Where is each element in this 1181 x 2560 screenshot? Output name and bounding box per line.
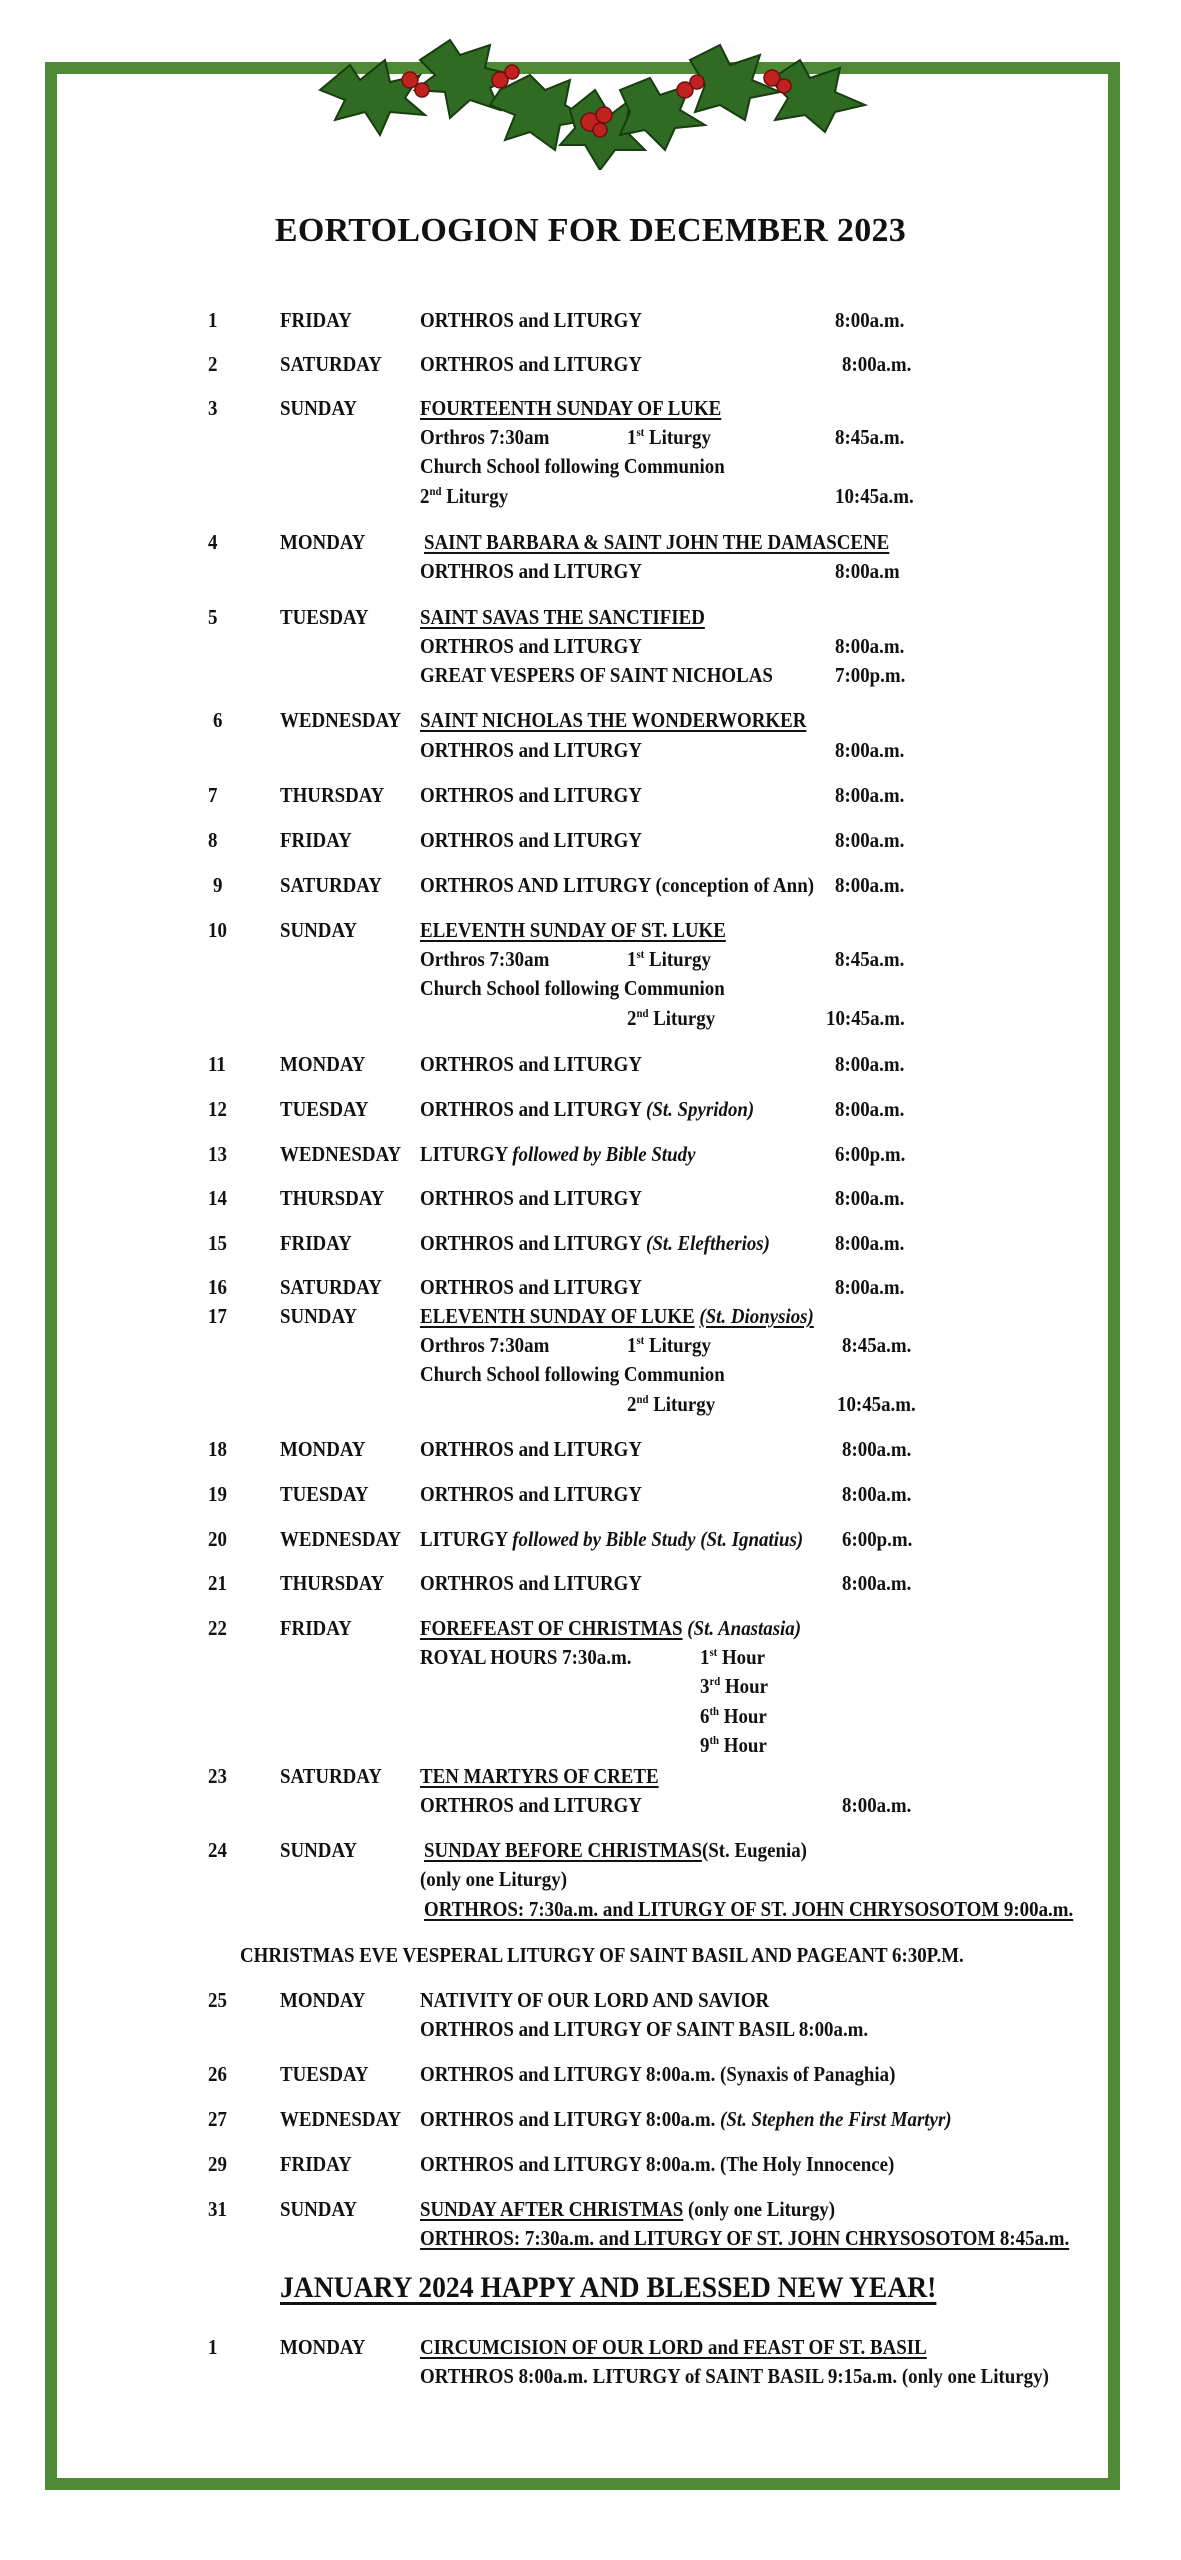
weekday: SUNDAY bbox=[280, 2197, 358, 2221]
service-time: 8:45a.m. bbox=[842, 1333, 912, 1357]
service-time: 8:00a.m. bbox=[835, 873, 905, 897]
saint-name: (St. Anastasia) bbox=[687, 1616, 802, 1640]
feast-title: FOREFEAST OF CHRISTMAS bbox=[420, 1616, 683, 1640]
holly-garland-icon bbox=[300, 20, 890, 170]
service: ORTHROS and LITURGY 8:00a.m. (Synaxis of Panaghia) bbox=[420, 2062, 896, 2086]
day-number: 25 bbox=[208, 1988, 227, 2012]
weekday: SUNDAY bbox=[280, 1838, 358, 1862]
weekday: TUESDAY bbox=[280, 1482, 369, 1506]
saint-name: (St. Eleftherios) bbox=[646, 1231, 770, 1255]
service: ORTHROS and LITURGY bbox=[420, 783, 643, 807]
hour-item: 3rd Hour bbox=[700, 1674, 769, 1698]
service-time: 6:00p.m. bbox=[842, 1527, 913, 1551]
day-number: 29 bbox=[208, 2152, 227, 2176]
weekday: FRIDAY bbox=[280, 2152, 352, 2176]
weekday: FRIDAY bbox=[280, 1616, 352, 1640]
service: ORTHROS and LITURGY bbox=[420, 1571, 643, 1595]
feast-title: ELEVENTH SUNDAY OF ST. LUKE bbox=[420, 918, 726, 942]
weekday: THURSDAY bbox=[280, 1571, 385, 1595]
service: ORTHROS and LITURGY OF SAINT BASIL 8:00a.m. bbox=[420, 2017, 869, 2041]
feast-title: SAINT NICHOLAS THE WONDERWORKER bbox=[420, 708, 807, 732]
service-time: 8:45a.m. bbox=[835, 947, 905, 971]
second-liturgy: 2nd Liturgy bbox=[420, 484, 509, 508]
weekday: MONDAY bbox=[280, 2335, 366, 2359]
royal-hours: ROYAL HOURS 7:30a.m. bbox=[420, 1645, 632, 1669]
service: ORTHROS and LITURGY bbox=[420, 828, 643, 852]
service-time: 8:00a.m. bbox=[842, 1571, 912, 1595]
service-time: 10:45a.m. bbox=[835, 484, 914, 508]
orthros-time: Orthros 7:30am bbox=[420, 947, 550, 971]
first-liturgy: 1st Liturgy bbox=[627, 1333, 711, 1357]
service: ORTHROS and LITURGY bbox=[420, 559, 643, 583]
day-number: 24 bbox=[208, 1838, 227, 1862]
day-number: 31 bbox=[208, 2197, 227, 2221]
weekday: THURSDAY bbox=[280, 1186, 385, 1210]
service: ORTHROS and LITURGY bbox=[420, 1793, 643, 1817]
service: ORTHROS and LITURGY (St. Spyridon) bbox=[420, 1097, 755, 1121]
service: ORTHROS and LITURGY bbox=[420, 352, 643, 376]
service-time: 6:00p.m. bbox=[835, 1142, 906, 1166]
day-number: 18 bbox=[208, 1437, 227, 1461]
feast-title: CIRCUMCISION OF OUR LORD and FEAST OF ST. BASIL bbox=[420, 2335, 927, 2359]
service-time: 8:00a.m. bbox=[835, 634, 905, 658]
day-number: 14 bbox=[208, 1186, 227, 1210]
feast-line bbox=[420, 2197, 835, 2221]
service: ORTHROS and LITURGY bbox=[420, 1437, 643, 1461]
day-number: 12 bbox=[208, 1097, 227, 1121]
weekday: FRIDAY bbox=[280, 308, 352, 332]
liturgy-note: (only one Liturgy) bbox=[687, 2197, 835, 2221]
january-heading: JANUARY 2024 HAPPY AND BLESSED NEW YEAR! bbox=[280, 2271, 937, 2304]
service-time: 7:00p.m. bbox=[835, 663, 906, 687]
service: ORTHROS and LITURGY bbox=[420, 1275, 643, 1299]
day-number: 8 bbox=[208, 828, 218, 852]
day-number: 3 bbox=[208, 396, 218, 420]
day-number: 11 bbox=[208, 1052, 226, 1076]
service-time: 8:00a.m. bbox=[835, 1052, 905, 1076]
day-number: 13 bbox=[208, 1142, 227, 1166]
church-school-note: Church School following Communion bbox=[420, 454, 725, 478]
day-number: 1 bbox=[208, 308, 218, 332]
weekday: SUNDAY bbox=[280, 1304, 358, 1328]
day-number: 5 bbox=[208, 605, 218, 629]
service-time: 8:00a.m. bbox=[835, 738, 905, 762]
day-number: 27 bbox=[208, 2107, 227, 2131]
liturgy-schedule: ORTHROS 8:00a.m. LITURGY of SAINT BASIL 9:15a.m. (only one Liturgy) bbox=[420, 2364, 1049, 2388]
day-number: 26 bbox=[208, 2062, 227, 2086]
service: ORTHROS AND LITURGY (conception of Ann) bbox=[420, 873, 815, 897]
service-time: 8:00a.m. bbox=[842, 1482, 912, 1506]
weekday: SATURDAY bbox=[280, 352, 382, 376]
service: ORTHROS and LITURGY bbox=[420, 1482, 643, 1506]
service: ORTHROS and LITURGY bbox=[420, 738, 643, 762]
service: ORTHROS and LITURGY bbox=[420, 1186, 643, 1210]
service-time: 10:45a.m. bbox=[837, 1392, 916, 1416]
weekday: FRIDAY bbox=[280, 828, 352, 852]
service-time: 8:00a.m. bbox=[835, 1097, 905, 1121]
weekday: WEDNESDAY bbox=[280, 1527, 402, 1551]
day-number: 7 bbox=[208, 783, 218, 807]
second-liturgy: 2nd Liturgy bbox=[627, 1006, 716, 1030]
service: ORTHROS and LITURGY (St. Eleftherios) bbox=[420, 1231, 770, 1255]
service-time: 8:00a.m. bbox=[835, 308, 905, 332]
service-time: 8:00a.m. bbox=[835, 783, 905, 807]
service-time: 8:00a.m. bbox=[842, 352, 912, 376]
service: LITURGY followed by Bible Study bbox=[420, 1142, 696, 1166]
weekday: SATURDAY bbox=[280, 873, 382, 897]
service: ORTHROS and LITURGY bbox=[420, 1052, 643, 1076]
service-time: 8:00a.m. bbox=[835, 828, 905, 852]
feast-title: SAINT BARBARA & SAINT JOHN THE DAMASCENE bbox=[424, 530, 890, 554]
service-time: 8:00a.m bbox=[835, 559, 900, 583]
feast-title: SUNDAY BEFORE CHRISTMAS bbox=[424, 1838, 702, 1862]
feast-title: ELEVENTH SUNDAY OF LUKE bbox=[420, 1304, 695, 1328]
feast-line bbox=[420, 1616, 801, 1640]
first-liturgy: 1st Liturgy bbox=[627, 947, 711, 971]
weekday: FRIDAY bbox=[280, 1231, 352, 1255]
day-number: 10 bbox=[208, 918, 227, 942]
page-title: EORTOLOGION FOR DECEMBER 2023 bbox=[274, 212, 907, 249]
service: ORTHROS and LITURGY 8:00a.m. (The Holy Innocence) bbox=[420, 2152, 895, 2176]
feast-title: FOURTEENTH SUNDAY OF LUKE bbox=[420, 396, 722, 420]
weekday: MONDAY bbox=[280, 1052, 366, 1076]
service-note: followed by Bible Study bbox=[512, 1142, 696, 1166]
weekday: WEDNESDAY bbox=[280, 708, 402, 732]
feast-line bbox=[424, 1838, 807, 1862]
church-school-note: Church School following Communion bbox=[420, 976, 725, 1000]
feast-line bbox=[420, 1304, 814, 1328]
day-number: 9 bbox=[213, 873, 223, 897]
service-time: 8:00a.m. bbox=[842, 1437, 912, 1461]
weekday: MONDAY bbox=[280, 1988, 366, 2012]
hour-item: 6th Hour bbox=[700, 1704, 767, 1728]
hour-item: 1st Hour bbox=[700, 1645, 766, 1669]
day-number: 23 bbox=[208, 1764, 227, 1788]
day-number: 1 bbox=[208, 2335, 218, 2359]
day-number: 22 bbox=[208, 1616, 227, 1640]
service: ORTHROS and LITURGY bbox=[420, 308, 643, 332]
feast-title: NATIVITY OF OUR LORD AND SAVIOR bbox=[420, 1988, 770, 2012]
hour-item: 9th Hour bbox=[700, 1733, 767, 1757]
orthros-time: Orthros 7:30am bbox=[420, 1333, 550, 1357]
saint-name: (St. Spyridon) bbox=[646, 1097, 755, 1121]
service-time: 8:00a.m. bbox=[842, 1793, 912, 1817]
day-number: 15 bbox=[208, 1231, 227, 1255]
service-time: 8:00a.m. bbox=[835, 1186, 905, 1210]
vespers: GREAT VESPERS OF SAINT NICHOLAS bbox=[420, 663, 773, 687]
weekday: SUNDAY bbox=[280, 918, 358, 942]
service-time: 8:00a.m. bbox=[835, 1275, 905, 1299]
weekday: MONDAY bbox=[280, 530, 366, 554]
day-number: 20 bbox=[208, 1527, 227, 1551]
day-number: 21 bbox=[208, 1571, 227, 1595]
second-liturgy: 2nd Liturgy bbox=[627, 1392, 716, 1416]
weekday: TUESDAY bbox=[280, 1097, 369, 1121]
weekday: TUESDAY bbox=[280, 605, 369, 629]
first-liturgy: 1st Liturgy bbox=[627, 425, 711, 449]
service: ORTHROS and LITURGY bbox=[420, 634, 643, 658]
service-note: followed by Bible Study (St. Ignatius) bbox=[512, 1527, 804, 1551]
liturgy-schedule: ORTHROS: 7:30a.m. and LITURGY OF ST. JOHN CHRYSOSOTOM 8:45a.m. bbox=[420, 2226, 1070, 2250]
weekday: SATURDAY bbox=[280, 1764, 382, 1788]
saint-name: (St. Dionysios) bbox=[699, 1304, 814, 1328]
day-number: 16 bbox=[208, 1275, 227, 1299]
weekday: WEDNESDAY bbox=[280, 1142, 402, 1166]
liturgy-note: (only one Liturgy) bbox=[420, 1867, 568, 1891]
weekday: TUESDAY bbox=[280, 2062, 369, 2086]
weekday: WEDNESDAY bbox=[280, 2107, 402, 2131]
saint-name: (St. Eugenia) bbox=[701, 1838, 807, 1862]
feast-title: TEN MARTYRS OF CRETE bbox=[420, 1764, 659, 1788]
saint-name: (St. Stephen the First Martyr) bbox=[720, 2107, 952, 2131]
service-time: 8:00a.m. bbox=[835, 1231, 905, 1255]
christmas-eve-note: CHRISTMAS EVE VESPERAL LITURGY OF SAINT BASIL AND PAGEANT 6:30P.M. bbox=[240, 1943, 964, 1967]
service: LITURGY followed by Bible Study (St. Ignatius) bbox=[420, 1527, 804, 1551]
weekday: MONDAY bbox=[280, 1437, 366, 1461]
feast-title: SUNDAY AFTER CHRISTMAS bbox=[420, 2197, 684, 2221]
church-school-note: Church School following Communion bbox=[420, 1362, 725, 1386]
liturgy-schedule: ORTHROS: 7:30a.m. and LITURGY OF ST. JOHN CHRYSOSOTOM 9:00a.m. bbox=[424, 1897, 1074, 1921]
day-number: 4 bbox=[208, 530, 218, 554]
day-number: 2 bbox=[208, 352, 218, 376]
day-number: 17 bbox=[208, 1304, 227, 1328]
orthros-time: Orthros 7:30am bbox=[420, 425, 550, 449]
day-number: 6 bbox=[213, 708, 223, 732]
weekday: SUNDAY bbox=[280, 396, 358, 420]
feast-title: SAINT SAVAS THE SANCTIFIED bbox=[420, 605, 705, 629]
service: ORTHROS and LITURGY 8:00a.m. (St. Stephen the First Martyr) bbox=[420, 2107, 952, 2131]
service-time: 10:45a.m. bbox=[826, 1006, 905, 1030]
weekday: SATURDAY bbox=[280, 1275, 382, 1299]
day-number: 19 bbox=[208, 1482, 227, 1506]
weekday: THURSDAY bbox=[280, 783, 385, 807]
service-time: 8:45a.m. bbox=[835, 425, 905, 449]
